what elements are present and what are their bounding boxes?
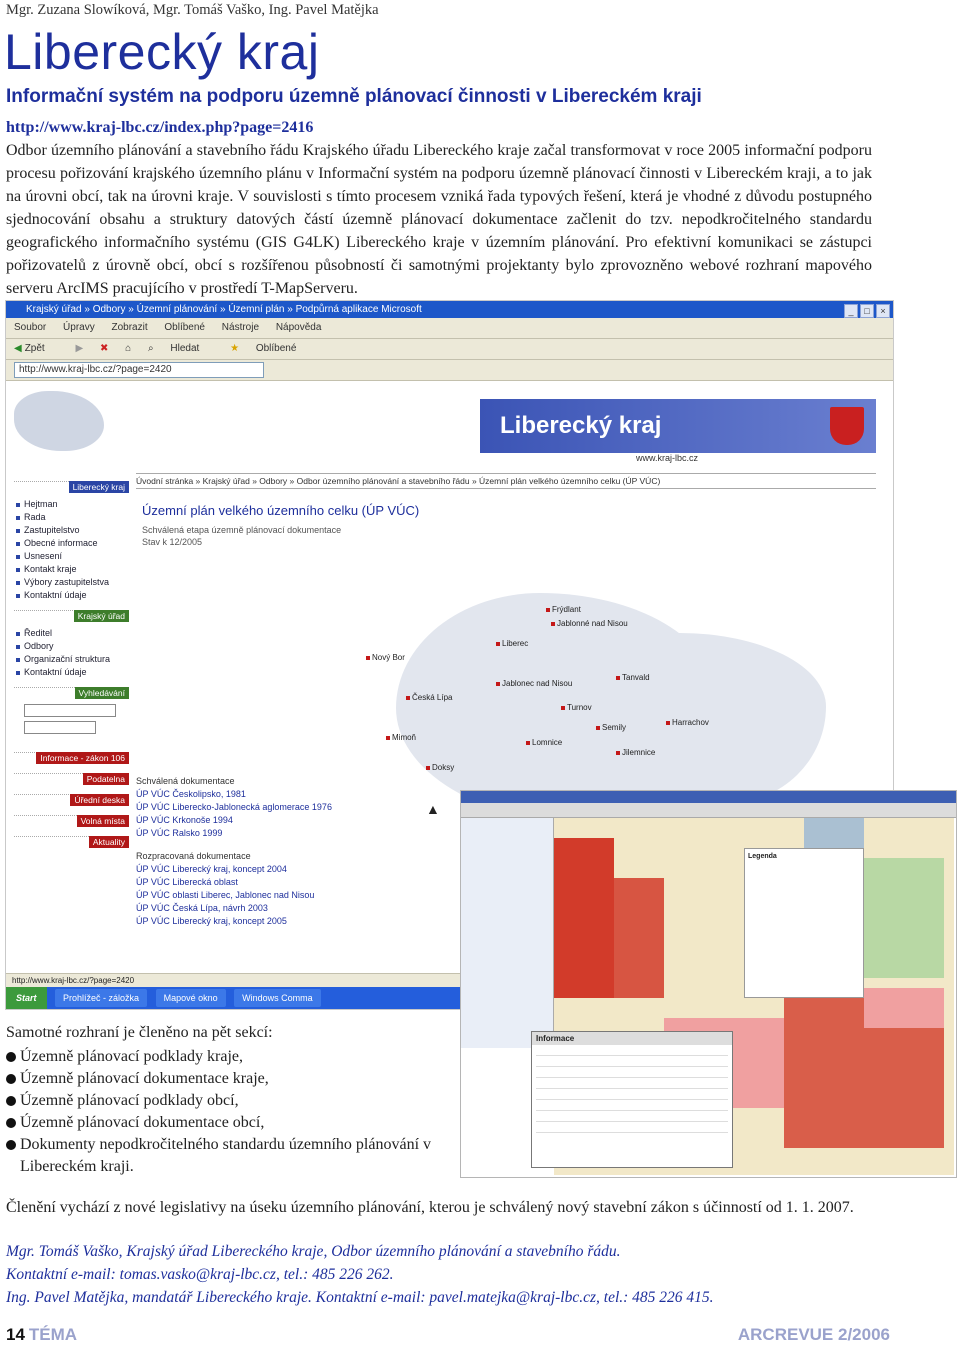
sidebar-item[interactable]: Kontakt kraje: [14, 563, 129, 576]
article-url[interactable]: http://www.kraj-lbc.cz/index.php?page=2416: [6, 119, 314, 136]
maximize-icon[interactable]: □: [860, 304, 874, 318]
list-item: Územně plánovací podklady kraje,: [6, 1046, 450, 1068]
sidebar-item[interactable]: Organizační struktura: [14, 653, 129, 666]
doc-link[interactable]: ÚP VÚC Česká Lípa, návrh 2003: [136, 903, 268, 913]
address-input[interactable]: http://www.kraj-lbc.cz/?page=2420: [14, 362, 264, 378]
gis-info-window: [531, 1031, 733, 1168]
toolbar: [6, 339, 893, 360]
taskbar-item[interactable]: Mapové okno: [156, 989, 226, 1007]
sidebar-item[interactable]: Obecné informace: [14, 537, 129, 550]
taskbar-item[interactable]: Windows Comma: [234, 989, 321, 1007]
coat-of-arms-icon: [830, 407, 864, 445]
home-icon[interactable]: ⌂: [125, 343, 132, 354]
map-label: Liberec: [496, 639, 528, 648]
page-meta: Schválená etapa územně plánovací dokumentace: [142, 525, 342, 535]
map-label: Jablonné nad Nisou: [551, 619, 628, 628]
search-icon: ⌕: [147, 343, 157, 354]
menu-item[interactable]: Nápověda: [275, 322, 322, 333]
menu-item[interactable]: Zobrazit: [111, 322, 148, 333]
article-title: Liberecký kraj: [4, 24, 320, 80]
menu-item[interactable]: Soubor: [14, 322, 47, 333]
gis-legend: [744, 848, 864, 998]
map-label: Tanvald: [616, 673, 650, 682]
window-title: Krajský úřad » Odbory » Územní plánování » Územní plán » Podpůrná aplikace Microsoft: [26, 304, 422, 315]
sidebar-search-select[interactable]: [24, 721, 96, 734]
banner-title: Liberecký kraj: [500, 412, 662, 439]
sidebar-link-header[interactable]: Informace - zákon 106: [14, 752, 129, 765]
back-button[interactable]: ◀ Zpět: [14, 343, 45, 354]
doc-link[interactable]: ÚP VÚC Liberecko-Jablonecká aglomerace 1976: [136, 802, 332, 812]
map-label: Česká Lípa: [406, 693, 452, 702]
legend-title: Legenda: [748, 853, 777, 860]
contact-line: Kontaktní e-mail: tomas.vasko@kraj-lbc.cz, tel.: 485 226 262.: [6, 1266, 394, 1283]
page-heading: Územní plán velkého územního celku (ÚP VÚC): [142, 503, 420, 518]
stop-icon[interactable]: ✖: [99, 343, 109, 354]
star-icon: ★: [230, 343, 242, 354]
favorites-button[interactable]: ★ Oblíbené: [230, 343, 297, 354]
map-label: Jablonec nad Nisou: [496, 679, 572, 688]
portal-content: [136, 473, 876, 548]
map-label: Doksy: [426, 763, 454, 772]
section-label: TÉMA: [28, 1325, 78, 1344]
document-list: [136, 775, 456, 928]
back-icon: ◀: [14, 343, 22, 354]
sidebar-item[interactable]: Zastupitelstvo: [14, 524, 129, 537]
sidebar-search-input[interactable]: [24, 704, 116, 717]
map-label: Jilemnice: [616, 748, 655, 757]
gis-title-bar: [461, 791, 956, 803]
list-item: Dokumenty nepodkročitelného standardu územního plánování v Libereckém kraji.: [6, 1134, 450, 1178]
status-bar: http://www.kraj-lbc.cz/?page=2420: [6, 973, 893, 987]
sidebar-link-header[interactable]: Podatelna: [14, 773, 129, 786]
portal-banner: [6, 383, 893, 469]
sections-intro: Samotné rozhraní je členěno na pět sekcí:: [6, 1024, 273, 1041]
map-label: Frýdlant: [546, 605, 581, 614]
search-box-area: [14, 704, 129, 744]
sidebar-item[interactable]: Odbory: [14, 640, 129, 653]
window-controls: [842, 303, 890, 320]
start-button[interactable]: Start: [6, 987, 47, 1009]
sidebar-link-header[interactable]: Aktuality: [14, 836, 129, 849]
map-label: Semily: [596, 723, 626, 732]
gis-screenshot: [460, 790, 957, 1178]
contact-line: Ing. Pavel Matějka, mandatář Libereckého kraje. Kontaktní e-mail: pavel.matejka@kraj-lbc.cz, tel.: 485 226 415.: [6, 1289, 714, 1306]
map-zone: [554, 838, 614, 998]
sidebar-link-header[interactable]: Úřední deska: [14, 794, 129, 807]
search-button[interactable]: ⌕ Hledat: [147, 343, 200, 354]
map-label: Turnov: [561, 703, 592, 712]
window-title-bar: [6, 301, 893, 318]
taskbar-item[interactable]: Prohlížeč - záložka: [55, 989, 147, 1007]
doc-link[interactable]: ÚP VÚC Krkonoše 1994: [136, 815, 233, 825]
region-map-thumbnail: [14, 391, 104, 451]
sidebar-item[interactable]: Rada: [14, 511, 129, 524]
map-label: Lomnice: [526, 738, 562, 747]
doc-list-heading: Rozpracovaná dokumentace: [136, 851, 251, 861]
sidebar-section-header: Liberecký kraj: [14, 481, 129, 494]
footer-left: [6, 1325, 77, 1345]
doc-link[interactable]: ÚP VÚC Liberecká oblast: [136, 877, 238, 887]
map-label: Mimoň: [386, 733, 416, 742]
sidebar-item[interactable]: Výbory zastupitelstva: [14, 576, 129, 589]
sidebar-item[interactable]: Kontaktní údaje: [14, 666, 129, 679]
sidebar-item[interactable]: Ředitel: [14, 627, 129, 640]
map-zone: [614, 878, 664, 998]
sidebar-link-header[interactable]: Volná místa: [14, 815, 129, 828]
authors: Mgr. Zuzana Slowíková, Mgr. Tomáš Vaško, Ing. Pavel Matějka: [6, 2, 379, 18]
map-zone: [864, 988, 944, 1028]
north-arrow-icon: ▲: [426, 801, 440, 817]
menu-bar: [6, 318, 893, 339]
doc-link[interactable]: ÚP VÚC oblasti Liberec, Jablonec nad Nisou: [136, 890, 315, 900]
menu-item[interactable]: Úpravy: [63, 322, 95, 333]
doc-link[interactable]: ÚP VÚC Českolipsko, 1981: [136, 789, 246, 799]
list-item: Územně plánovací dokumentace kraje,: [6, 1068, 450, 1090]
sidebar-item[interactable]: Usnesení: [14, 550, 129, 563]
map-zone: [854, 858, 944, 978]
sidebar-section-header: Vyhledávání: [14, 687, 129, 700]
journal-label: ARCREVUE 2/2006: [737, 1325, 890, 1344]
sidebar-section-header: Krajský úřad: [14, 610, 129, 623]
intro-paragraph: Odbor územního plánování a stavebního řádu Krajského úřadu Libereckého kraje začal transformovat v roce 2005 informační podporu procesu pořizování krajského územního plánu v Informační systém na podporu územně plánovací činnosti v Libereckém kraji, a to jak na úrovni obcí, tak na úrovni kraje. V souvislosti s tímto procesem vzniká řada typových řešení, která je vhodné z důvodu postupného sjednocování obsahu a struktury datových částí územně plánovací dokumentace začlenit do tzv. nepodkročitelného standardu geografického informačního systému (GIS G4LK) Libereckého kraje v územním plánování. Pro efektivní komunikaci se zástupci pořizovatelů z úrovně obcí, obcí s rozšířenou působností či samotnými projektanty bylo zprovozněno webové rozhraní mapového serveru ArcIMS pracujícího v prostředí T-MapServeru.: [6, 142, 872, 297]
forward-icon[interactable]: ▶: [75, 343, 84, 354]
menu-item[interactable]: Oblíbené: [164, 322, 205, 333]
article-subtitle: Informační systém na podporu územně plánovací činnosti v Libereckém kraji: [6, 86, 702, 107]
map-label: Harrachov: [666, 718, 709, 727]
minimize-icon[interactable]: _: [844, 304, 858, 318]
map-label: Nový Bor: [366, 653, 405, 662]
menu-item[interactable]: Nástroje: [221, 322, 260, 333]
close-icon[interactable]: ×: [876, 304, 890, 318]
portal-sidebar: [14, 473, 129, 853]
contact-line: Mgr. Tomáš Vaško, Krajský úřad Libereckého kraje, Odbor územního plánování a stavebního řádu.: [6, 1243, 621, 1260]
page-number: 14: [6, 1325, 25, 1344]
doc-link[interactable]: ÚP VÚC Ralsko 1999: [136, 828, 223, 838]
banner-title-box: [480, 399, 876, 453]
sections-list: [6, 1046, 450, 1178]
doc-list-heading: Schválená dokumentace: [136, 776, 235, 786]
banner-url[interactable]: www.kraj-lbc.cz: [636, 453, 699, 463]
info-title: Informace: [532, 1032, 732, 1045]
gis-toolbar: [461, 803, 956, 818]
page-meta: Stav k 12/2005: [142, 537, 203, 547]
sidebar-item[interactable]: Kontaktní údaje: [14, 589, 129, 602]
address-bar: [6, 360, 893, 381]
sidebar-item[interactable]: Hejtman: [14, 498, 129, 511]
doc-link[interactable]: ÚP VÚC Liberecký kraj, koncept 2005: [136, 916, 287, 926]
list-item: Územně plánovací podklady obcí,: [6, 1090, 450, 1112]
list-item: Územně plánovací dokumentace obcí,: [6, 1112, 450, 1134]
breadcrumb[interactable]: Úvodní stránka » Krajský úřad » Odbory » Odbor územního plánování a stavebního řádu » Územní plán velkého územního celku (ÚP VÚC): [136, 473, 876, 489]
doc-link[interactable]: ÚP VÚC Liberecký kraj, koncept 2004: [136, 864, 287, 874]
gis-layer-panel: [461, 818, 554, 1048]
conclusion-paragraph: Členění vychází z nové legislativy na úseku územního plánování, kterou je schválený nový stavební zákon s účinností od 1. 1. 2007.: [6, 1199, 854, 1216]
